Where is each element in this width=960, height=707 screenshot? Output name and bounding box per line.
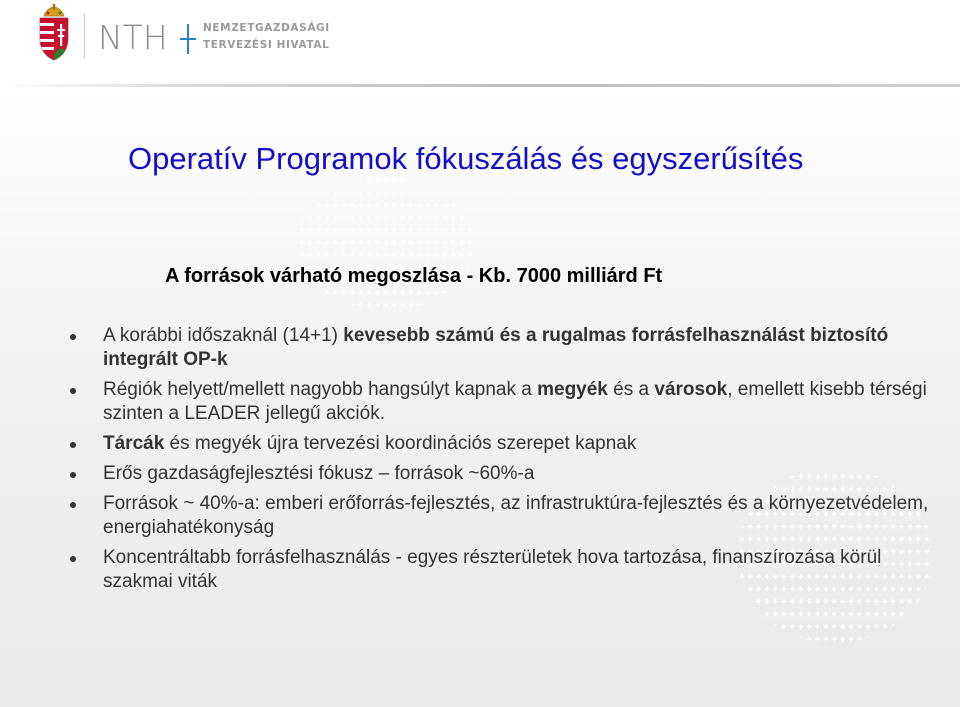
agency-name bbox=[203, 20, 330, 54]
bullet-text: Erős gazdaságfejlesztési fókusz – források ~60%-a bbox=[103, 463, 535, 484]
bullet-text: , emellett kisebb térségi szinten a LEADER jellegű akciók. bbox=[103, 379, 927, 424]
bullet-text-bold: városok bbox=[654, 379, 728, 400]
bullet-text: Források ~ 40%-a: emberi erőforrás-fejlesztés, az infrastruktúra-fejlesztés és a környezetvédelem, energiahatékonyság bbox=[103, 493, 929, 538]
bullet-text: és megyék újra tervezési koordinációs szerepet kapnak bbox=[164, 433, 637, 454]
bullet-dot-icon bbox=[70, 388, 76, 394]
bullet-item bbox=[70, 492, 930, 540]
bullet-item bbox=[70, 432, 930, 456]
bullet-dot-icon bbox=[70, 472, 76, 478]
agency-name-line2: TERVEZÉSI HIVATAL bbox=[203, 39, 330, 51]
bullet-list bbox=[70, 324, 930, 594]
bullet-text: Koncentráltabb forrásfelhasználás - egyes részterületek hova tartozása, finanszírozása körül szakmai viták bbox=[103, 547, 882, 592]
bullet-text-bold: kevesebb számú és a rugalmas forrásfelhasználást biztosító integrált OP-k bbox=[103, 325, 889, 370]
hungarian-coat-of-arms-icon bbox=[34, 4, 74, 62]
bullet-item bbox=[70, 462, 930, 486]
bullet-item bbox=[70, 378, 930, 426]
bullet-dot-icon bbox=[70, 556, 76, 562]
bullet-text-bold: megyék bbox=[537, 379, 608, 400]
bullet-dot-icon bbox=[70, 502, 76, 508]
nth-logo-text: NTH bbox=[98, 18, 168, 57]
nth-logo bbox=[98, 18, 198, 58]
bullet-text-bold: Tárcák bbox=[103, 433, 165, 454]
slide-title: Operatív Programok fókuszálás és egyszerűsítés bbox=[128, 141, 804, 176]
bullet-dot-icon bbox=[70, 334, 76, 340]
bullet-text: és a bbox=[607, 379, 655, 400]
logo-separator bbox=[84, 14, 85, 58]
bullet-item bbox=[70, 546, 930, 594]
slide-subtitle: A források várható megoszlása - Kb. 7000 milliárd Ft bbox=[165, 265, 663, 287]
bullet-item bbox=[70, 324, 930, 372]
header-divider bbox=[0, 84, 960, 87]
dot-pattern-upper bbox=[290, 176, 480, 316]
agency-name-line1: NEMZETGAZDASÁGI bbox=[203, 22, 330, 34]
bullet-dot-icon bbox=[70, 442, 76, 448]
bullet-text: Régiók helyett/mellett nagyobb hangsúlyt kapnak a bbox=[103, 379, 538, 400]
bullet-text: A korábbi időszaknál (14+1) bbox=[103, 325, 344, 346]
